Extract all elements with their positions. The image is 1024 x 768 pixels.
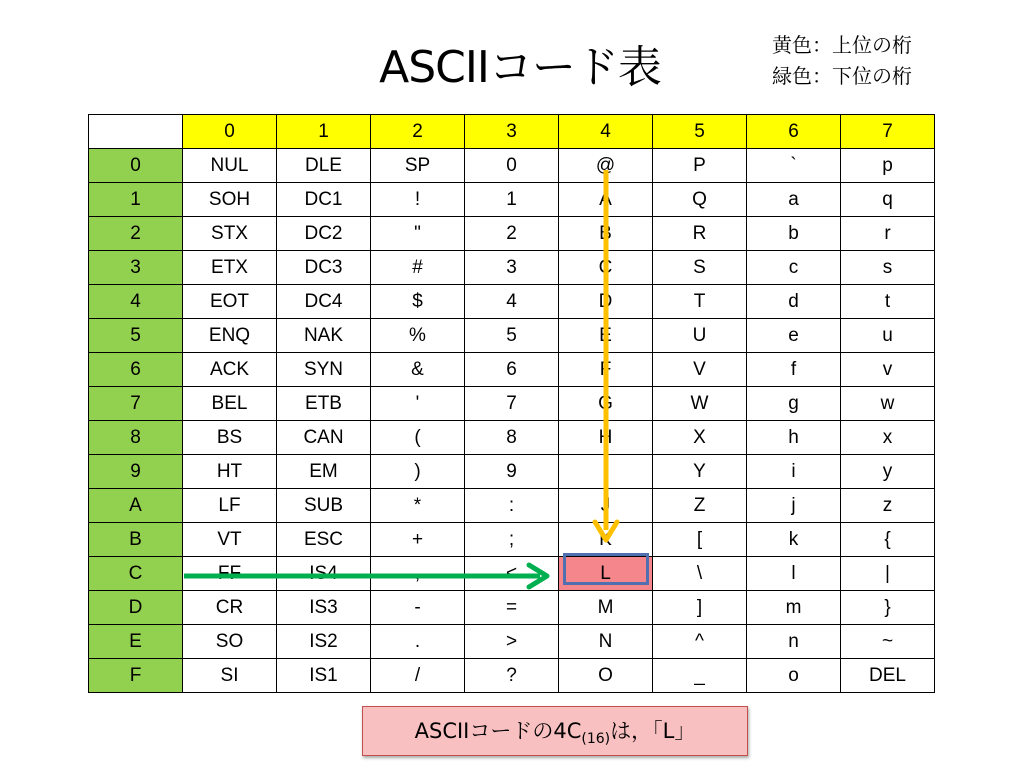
code-cell: x bbox=[841, 421, 935, 455]
code-cell: 8 bbox=[465, 421, 559, 455]
code-cell: H bbox=[559, 421, 653, 455]
code-cell: A bbox=[559, 183, 653, 217]
code-cell: a bbox=[747, 183, 841, 217]
table-row bbox=[89, 455, 935, 489]
code-cell: E bbox=[559, 319, 653, 353]
code-cell: R bbox=[653, 217, 747, 251]
row-header-lower-digit: 5 bbox=[89, 319, 183, 353]
code-cell: % bbox=[371, 319, 465, 353]
color-legend bbox=[772, 30, 912, 92]
code-cell: Q bbox=[653, 183, 747, 217]
row-header-lower-digit: B bbox=[89, 523, 183, 557]
code-cell: BS bbox=[183, 421, 277, 455]
code-cell: M bbox=[559, 591, 653, 625]
code-cell: @ bbox=[559, 149, 653, 183]
code-cell: f bbox=[747, 353, 841, 387]
table-row bbox=[89, 421, 935, 455]
code-cell: " bbox=[371, 217, 465, 251]
row-header-lower-digit: 2 bbox=[89, 217, 183, 251]
code-cell: IS2 bbox=[277, 625, 371, 659]
column-header-upper-digit: 7 bbox=[841, 115, 935, 149]
code-cell: CAN bbox=[277, 421, 371, 455]
code-cell: ACK bbox=[183, 353, 277, 387]
code-cell: s bbox=[841, 251, 935, 285]
table-row bbox=[89, 489, 935, 523]
code-cell: NUL bbox=[183, 149, 277, 183]
code-cell: b bbox=[747, 217, 841, 251]
table-row bbox=[89, 319, 935, 353]
code-cell: ENQ bbox=[183, 319, 277, 353]
table-row bbox=[89, 387, 935, 421]
code-cell: D bbox=[559, 285, 653, 319]
code-cell: i bbox=[747, 455, 841, 489]
code-cell: I bbox=[559, 455, 653, 489]
code-cell: u bbox=[841, 319, 935, 353]
table-row bbox=[89, 217, 935, 251]
table-row bbox=[89, 557, 935, 591]
table-row bbox=[89, 251, 935, 285]
code-cell: ; bbox=[465, 523, 559, 557]
code-cell: ) bbox=[371, 455, 465, 489]
table-row bbox=[89, 523, 935, 557]
caption-prefix: ASCIIコードの4C bbox=[414, 719, 582, 743]
code-cell: N bbox=[559, 625, 653, 659]
code-cell: 1 bbox=[465, 183, 559, 217]
code-cell: U bbox=[653, 319, 747, 353]
code-cell: CR bbox=[183, 591, 277, 625]
code-cell: Y bbox=[653, 455, 747, 489]
code-cell: SUB bbox=[277, 489, 371, 523]
code-cell: SYN bbox=[277, 353, 371, 387]
code-cell: DLE bbox=[277, 149, 371, 183]
code-cell: 6 bbox=[465, 353, 559, 387]
code-cell: j bbox=[747, 489, 841, 523]
code-cell: K bbox=[559, 523, 653, 557]
code-cell: BEL bbox=[183, 387, 277, 421]
code-cell: FF bbox=[183, 557, 277, 591]
table-row bbox=[89, 285, 935, 319]
code-cell: ~ bbox=[841, 625, 935, 659]
table-row bbox=[89, 353, 935, 387]
code-cell: d bbox=[747, 285, 841, 319]
code-cell: ETX bbox=[183, 251, 277, 285]
code-cell: VT bbox=[183, 523, 277, 557]
code-cell: O bbox=[559, 659, 653, 693]
code-cell: SOH bbox=[183, 183, 277, 217]
row-header-lower-digit: D bbox=[89, 591, 183, 625]
code-cell: 2 bbox=[465, 217, 559, 251]
code-cell: - bbox=[371, 591, 465, 625]
legend-yellow-upper-digit: 黄色：上位の桁 bbox=[772, 33, 912, 57]
code-cell: ( bbox=[371, 421, 465, 455]
code-cell: IS4 bbox=[277, 557, 371, 591]
code-cell: _ bbox=[653, 659, 747, 693]
code-cell: LF bbox=[183, 489, 277, 523]
row-header-lower-digit: 3 bbox=[89, 251, 183, 285]
code-cell: J bbox=[559, 489, 653, 523]
code-cell: SI bbox=[183, 659, 277, 693]
code-cell: + bbox=[371, 523, 465, 557]
code-cell: y bbox=[841, 455, 935, 489]
code-cell: DC3 bbox=[277, 251, 371, 285]
code-cell: IS3 bbox=[277, 591, 371, 625]
code-cell: G bbox=[559, 387, 653, 421]
page-title: ASCIIコード表 bbox=[379, 42, 661, 93]
code-cell: o bbox=[747, 659, 841, 693]
code-cell: 5 bbox=[465, 319, 559, 353]
code-cell: ESC bbox=[277, 523, 371, 557]
code-cell: n bbox=[747, 625, 841, 659]
code-cell: v bbox=[841, 353, 935, 387]
column-header-upper-digit: 5 bbox=[653, 115, 747, 149]
code-cell: NAK bbox=[277, 319, 371, 353]
code-cell: C bbox=[559, 251, 653, 285]
code-cell: DC2 bbox=[277, 217, 371, 251]
code-cell: } bbox=[841, 591, 935, 625]
code-cell: l bbox=[747, 557, 841, 591]
code-cell: DC4 bbox=[277, 285, 371, 319]
code-cell: W bbox=[653, 387, 747, 421]
column-header-upper-digit: 0 bbox=[183, 115, 277, 149]
table-row bbox=[89, 591, 935, 625]
code-cell: , bbox=[371, 557, 465, 591]
code-cell: IS1 bbox=[277, 659, 371, 693]
code-cell: g bbox=[747, 387, 841, 421]
row-header-lower-digit: 1 bbox=[89, 183, 183, 217]
caption-subscript: (16) bbox=[581, 731, 611, 748]
code-cell: Z bbox=[653, 489, 747, 523]
code-cell: EOT bbox=[183, 285, 277, 319]
code-cell: STX bbox=[183, 217, 277, 251]
code-cell: EM bbox=[277, 455, 371, 489]
code-cell: z bbox=[841, 489, 935, 523]
code-cell: 9 bbox=[465, 455, 559, 489]
ascii-code-table bbox=[88, 114, 935, 693]
code-cell: 4 bbox=[465, 285, 559, 319]
code-cell: \ bbox=[653, 557, 747, 591]
column-header-upper-digit: 3 bbox=[465, 115, 559, 149]
row-header-lower-digit: F bbox=[89, 659, 183, 693]
code-cell: 0 bbox=[465, 149, 559, 183]
code-cell: X bbox=[653, 421, 747, 455]
code-cell: HT bbox=[183, 455, 277, 489]
table-row bbox=[89, 149, 935, 183]
code-cell: [ bbox=[653, 523, 747, 557]
highlighted-code-cell: L bbox=[559, 557, 653, 591]
code-cell: $ bbox=[371, 285, 465, 319]
row-header-lower-digit: A bbox=[89, 489, 183, 523]
column-header-upper-digit: 2 bbox=[371, 115, 465, 149]
code-cell: ] bbox=[653, 591, 747, 625]
highlighted-cell-frame bbox=[563, 553, 649, 585]
code-cell: ' bbox=[371, 387, 465, 421]
row-header-lower-digit: 8 bbox=[89, 421, 183, 455]
row-header-lower-digit: 4 bbox=[89, 285, 183, 319]
code-cell: V bbox=[653, 353, 747, 387]
column-header-upper-digit: 6 bbox=[747, 115, 841, 149]
code-cell: ^ bbox=[653, 625, 747, 659]
row-header-lower-digit: 6 bbox=[89, 353, 183, 387]
column-header-upper-digit: 1 bbox=[277, 115, 371, 149]
code-cell: B bbox=[559, 217, 653, 251]
code-cell: ! bbox=[371, 183, 465, 217]
code-cell: # bbox=[371, 251, 465, 285]
code-cell: | bbox=[841, 557, 935, 591]
code-cell: p bbox=[841, 149, 935, 183]
code-cell: . bbox=[371, 625, 465, 659]
code-cell: ` bbox=[747, 149, 841, 183]
code-cell: q bbox=[841, 183, 935, 217]
code-cell: & bbox=[371, 353, 465, 387]
code-cell: * bbox=[371, 489, 465, 523]
code-cell: SO bbox=[183, 625, 277, 659]
row-header-lower-digit: 7 bbox=[89, 387, 183, 421]
code-cell: ETB bbox=[277, 387, 371, 421]
code-cell: = bbox=[465, 591, 559, 625]
code-cell: F bbox=[559, 353, 653, 387]
code-cell: SP bbox=[371, 149, 465, 183]
code-cell: w bbox=[841, 387, 935, 421]
row-header-lower-digit: E bbox=[89, 625, 183, 659]
code-cell: S bbox=[653, 251, 747, 285]
code-cell: k bbox=[747, 523, 841, 557]
code-cell: 7 bbox=[465, 387, 559, 421]
code-cell: T bbox=[653, 285, 747, 319]
row-header-lower-digit: 0 bbox=[89, 149, 183, 183]
row-header-lower-digit: 9 bbox=[89, 455, 183, 489]
table-row bbox=[89, 625, 935, 659]
table-row bbox=[89, 659, 935, 693]
code-cell: r bbox=[841, 217, 935, 251]
caption-suffix: は，「L」 bbox=[610, 719, 696, 743]
row-header-lower-digit: C bbox=[89, 557, 183, 591]
lookup-result-caption bbox=[362, 706, 748, 756]
code-cell: 3 bbox=[465, 251, 559, 285]
code-cell: h bbox=[747, 421, 841, 455]
column-header-upper-digit: 4 bbox=[559, 115, 653, 149]
table-row bbox=[89, 183, 935, 217]
code-cell: P bbox=[653, 149, 747, 183]
code-cell: e bbox=[747, 319, 841, 353]
code-cell: m bbox=[747, 591, 841, 625]
code-cell: : bbox=[465, 489, 559, 523]
code-cell: ? bbox=[465, 659, 559, 693]
code-cell: { bbox=[841, 523, 935, 557]
code-cell: c bbox=[747, 251, 841, 285]
code-cell: < bbox=[465, 557, 559, 591]
legend-green-lower-digit: 緑色：下位の桁 bbox=[772, 64, 912, 88]
code-cell: DEL bbox=[841, 659, 935, 693]
table-corner-cell bbox=[89, 115, 183, 149]
code-cell: t bbox=[841, 285, 935, 319]
code-cell: DC1 bbox=[277, 183, 371, 217]
code-cell: / bbox=[371, 659, 465, 693]
table-header-row bbox=[89, 115, 935, 149]
code-cell: > bbox=[465, 625, 559, 659]
